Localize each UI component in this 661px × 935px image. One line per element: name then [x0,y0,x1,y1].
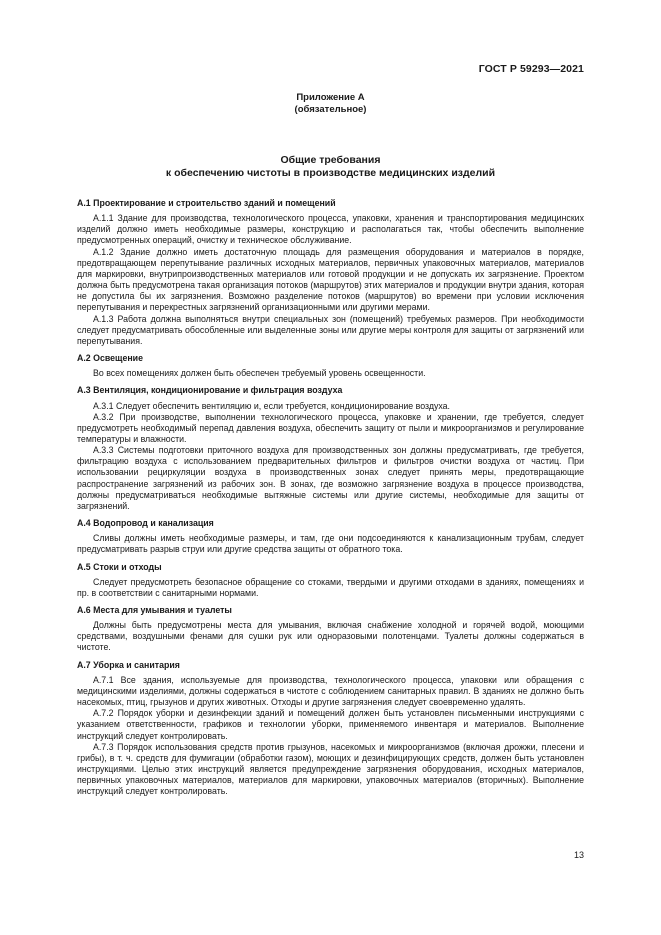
section-heading: А.7 Уборка и санитария [77,659,180,670]
paragraph: Во всех помещениях должен быть обеспечен требуемый уровень освещенности. [93,368,426,379]
paragraph: А.3.3 Системы подготовки приточного воздуха для производственных зон должны предусматривать, где требуется, фильтрацию воздуха с использованием предварительных фильтров и фильтров очистки воздуха от частиц. При использовании рециркуляции воздуха в производственных зонах следует принять меры, предотвращающие распространение загрязнений из рабочих зон. В зонах, где возможно загрязнение воздуха в процессе производства, должны предусматриваться необходимые вытяжные системы или другие системы, необходимые для защиты от загрязнений. [77,445,584,511]
paragraph: А.7.2 Порядок уборки и дезинфекции зданий и помещений должен быть установлен письменными инструкциями с указанием ответственности, графиков и технологии уборки, применяемого инвентаря и материалов. Выполнение инструкций следует контролировать. [77,708,584,741]
paragraph: Сливы должны иметь необходимые размеры, и там, где они подсоединяются к канализационным трубам, следует предусматривать разрыв струи или другие средства защиты от обратного тока. [77,533,584,555]
paragraph: А.7.3 Порядок использования средств против грызунов, насекомых и микроорганизмов (включая дрожжи, плесени и грибы), в т. ч. средств для фумигации (обработки газом), моющих и дезинфицирующих средств, должен быть установлен инструкциями. Целью этих инструкций является предупреждение загрязнения оборудования, исходных материалов, первичных упаковочных материалов, материалов для маркировки, упаковочных материалов (вторичных). Выполнение инструкций следует контролировать. [77,741,584,797]
section-heading: А.5 Стоки и отходы [77,561,162,572]
paragraph: А.1.3 Работа должна выполняться внутри специальных зон (помещений) требуемых размеров. При необходимости следует предусматривать обособленные или выделенные зоны или другие меры контроля для защиты от загрязнений или перепутывания. [77,313,584,346]
section [77,562,584,599]
title-line-2: к обеспечению чистоты в производстве медицинских изделий [165,167,496,179]
section [77,605,584,654]
paragraph: Должны быть предусмотрены места для умывания, включая снабжение холодной и горячей водой, моющими средствами, воздушными фенами для сушки рук или одноразовыми полотенцами. Туалеты должны содержаться в чистоте. [77,620,584,653]
section [77,660,584,798]
appendix-heading [0,92,661,116]
section-heading: А.6 Места для умывания и туалеты [77,605,232,615]
paragraph: А.3.1 Следует обеспечить вентиляцию и, если требуется, кондиционирование воздуха. [93,400,450,411]
section-heading: А.1 Проектирование и строительство зданий и помещений [77,198,336,208]
section-heading: А.2 Освещение [77,353,143,364]
document-code: ГОСТ Р 59293—2021 [478,63,584,75]
section-heading: А.4 Водопровод и канализация [77,518,214,529]
appendix-name: Приложение А [296,92,365,103]
paragraph: А.1.1 Здание для производства, технологического процесса, упаковки, хранения и транспортирования медицинских изделий должно иметь необходимые размеры, конструкцию и располагаться так, чтобы обеспечить выполнение предусмотренных операций, очистку и техническое обслуживание. [77,213,584,246]
section [77,385,584,512]
appendix-status: (обязательное) [294,104,367,115]
section-heading: А.3 Вентиляция, кондиционирование и фильтрация воздуха [77,385,343,396]
page-number: 13 [573,850,584,860]
paragraph: Следует предусмотреть безопасное обращение со стоками, твердыми и другими отходами в зданиях, помещениях и пр. в соответствии с санитарными нормами. [77,576,584,598]
paragraph: А.1.2 Здание должно иметь достаточную площадь для размещения оборудования и материалов в порядке, предотвращающем перепутывание различных исходных материалов, первичных упаковочных материалов, материалов для маркировки, внутрипроизводственных материалов или готовой продукции и не допускать их загрязнение. Проектом должна быть предусмотрена такая организация потоков (маршрутов) этих материалов и продукции внутри здания, которая не допустила бы их загрязнения. Возможно разделение потоков (маршрутов) во времени при условии исключения перепутывания и перекрестных загрязнений организационными или другими мерами. [77,246,584,313]
paragraph: А.7.1 Все здания, используемые для производства, технологического процесса, упаковки или обращения с медицинскими изделиями, должны содержаться в чистоте с соблюдением санитарных правил. В зданиях не должно быть насекомых, птиц, грызунов и других животных. Отходы и другие загрязнения следует своевременно удалять. [77,674,584,708]
title-line-1: Общие требования [280,154,381,166]
section [77,353,584,379]
section [77,198,584,347]
document-body [77,198,584,804]
section [77,518,584,555]
paragraph: А.3.2 При производстве, выполнении технологического процесса, упаковке и хранении, где требуется, следует предусмотреть необходимый перепад давления воздуха, обеспечить защиту от пыли и микроорганизмов и регулирование температуры и влажности. [77,411,584,444]
appendix-title [0,154,661,180]
